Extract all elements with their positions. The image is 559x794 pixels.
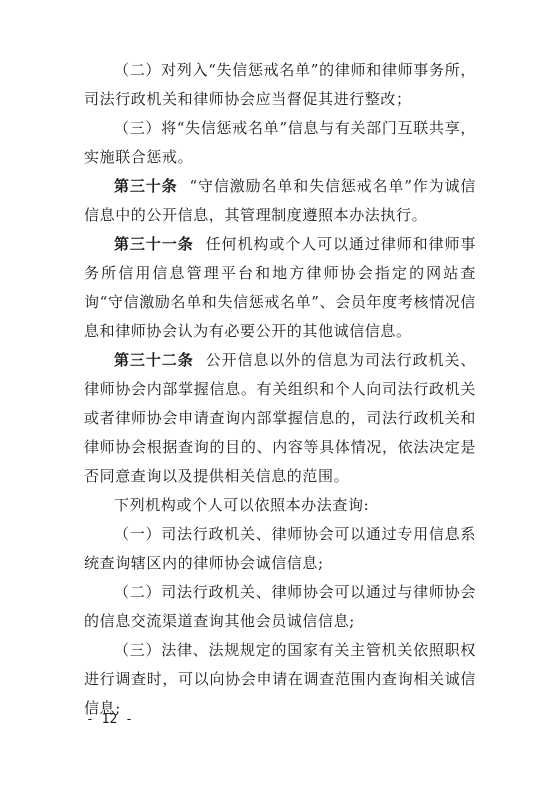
paragraph (84, 56, 476, 114)
paragraph-text: （一）司法行政机关、律师协会可以通过专用信息系统查询辖区内的律师协会诚信信息; (84, 525, 476, 572)
paragraph (84, 491, 476, 520)
paragraph (84, 578, 476, 636)
paragraph (84, 636, 476, 723)
article-number: 第三十二条 (114, 351, 194, 369)
paragraph-text: （二）对列入“失信惩戒名单”的律师和律师事务所，司法行政机关和律师协会应当督促其进行整改； (84, 61, 476, 108)
paragraph-text: “守信激励名单和失信惩戒名单”作为诚信信息中的公开信息，其管理制度遵照本办法执行。 (84, 177, 476, 224)
article-30-paragraph (84, 172, 476, 230)
paragraph-text: （三）将“失信惩戒名单”信息与有关部门互联共享，实施联合惩戒。 (84, 119, 476, 166)
paragraph (84, 520, 476, 578)
article-32-paragraph (84, 346, 476, 491)
document-body (84, 56, 476, 723)
paragraph-text: 任何机构或个人可以通过律师和律师事务所信用信息管理平台和地方律师协会指定的网站查询“守信激励名单和失信惩戒名单”、会员年度考核情况信息和律师协会认为有必要公开的其他诚信信息。 (84, 235, 476, 340)
paragraph (84, 114, 476, 172)
article-number: 第三十条 (114, 177, 178, 195)
article-31-paragraph (84, 230, 476, 346)
paragraph-text: 下列机构或个人可以依照本办法查询: (114, 496, 370, 514)
paragraph-text: 公开信息以外的信息为司法行政机关、律师协会内部掌握信息。有关组织和个人向司法行政机关或者律师协会申请查询内部掌握信息的，司法行政机关和律师协会根据查询的目的、内容等具体情况，依法决定是否同意查询以及提供相关信息的范围。 (84, 351, 476, 485)
paragraph-text: （二）司法行政机关、律师协会可以通过与律师协会的信息交流渠道查询其他会员诚信信息; (84, 583, 476, 630)
page-number: - 12 - (86, 712, 133, 727)
article-number: 第三十一条 (114, 235, 194, 253)
paragraph-text: （三）法律、法规规定的国家有关主管机关依照职权进行调查时，可以向协会申请在调查范围内查询相关诚信信息; (84, 641, 476, 717)
